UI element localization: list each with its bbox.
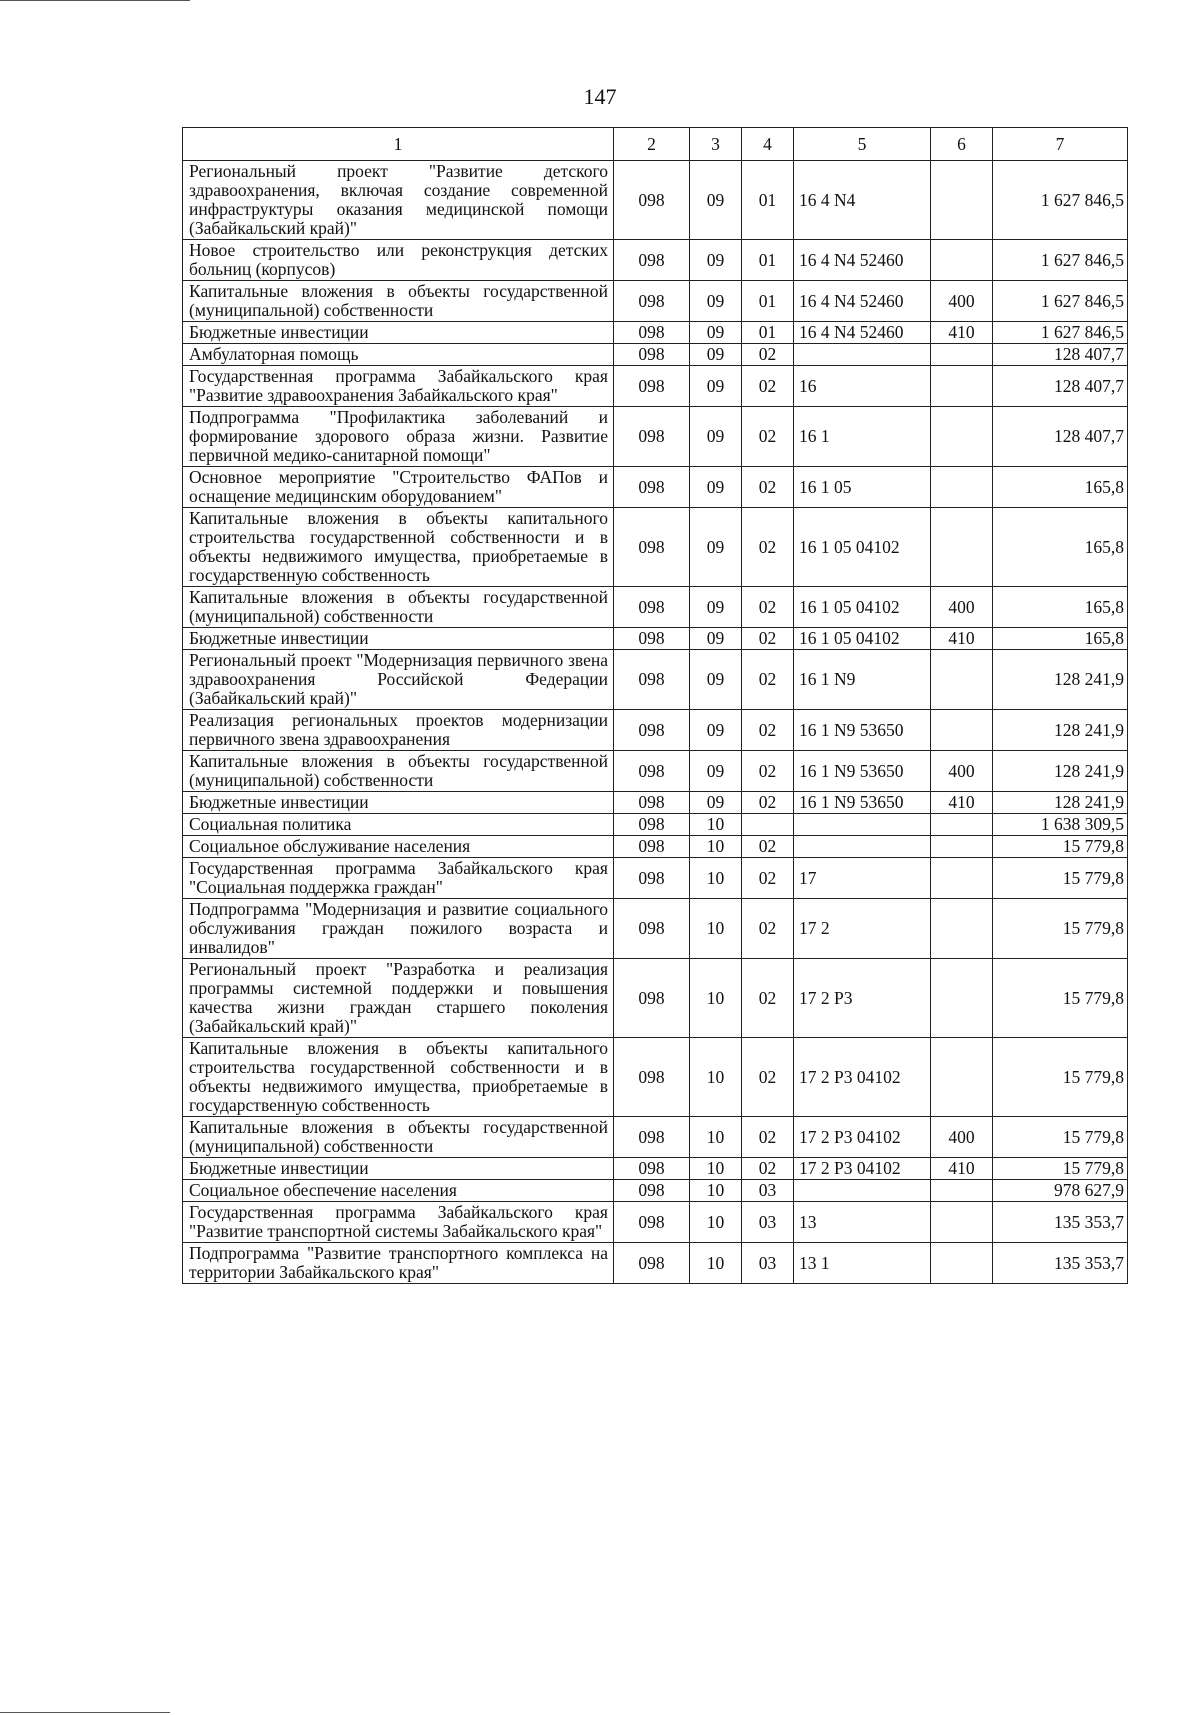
subsection-code: 02 xyxy=(742,858,794,899)
section-code: 10 xyxy=(690,814,742,836)
section-code: 10 xyxy=(690,1117,742,1158)
column-header: 2 xyxy=(614,128,690,161)
table-row xyxy=(183,628,1128,650)
target-code: 16 1 xyxy=(794,407,931,467)
table-body xyxy=(183,161,1128,1284)
section-code: 10 xyxy=(690,959,742,1038)
target-code: 17 2 xyxy=(794,899,931,959)
table-row xyxy=(183,1243,1128,1284)
row-name: Государственная программа Забайкальского края "Социальная поддержка граждан" xyxy=(183,858,614,899)
admin-code: 098 xyxy=(614,344,690,366)
table-row xyxy=(183,650,1128,710)
amount: 128 241,9 xyxy=(993,792,1128,814)
table-row xyxy=(183,1117,1128,1158)
table-row xyxy=(183,344,1128,366)
row-name: Капитальные вложения в объекты государственной (муниципальной) собственности xyxy=(183,281,614,322)
section-code: 09 xyxy=(690,240,742,281)
table-row xyxy=(183,858,1128,899)
expense-type-code xyxy=(931,814,993,836)
amount: 1 638 309,5 xyxy=(993,814,1128,836)
subsection-code: 02 xyxy=(742,344,794,366)
section-code: 10 xyxy=(690,1180,742,1202)
column-header: 7 xyxy=(993,128,1128,161)
amount: 135 353,7 xyxy=(993,1202,1128,1243)
target-code: 17 2 P3 04102 xyxy=(794,1117,931,1158)
subsection-code: 03 xyxy=(742,1243,794,1284)
admin-code: 098 xyxy=(614,281,690,322)
expense-type-code: 410 xyxy=(931,628,993,650)
section-code: 09 xyxy=(690,508,742,587)
amount: 128 241,9 xyxy=(993,650,1128,710)
admin-code: 098 xyxy=(614,407,690,467)
section-code: 09 xyxy=(690,366,742,407)
admin-code: 098 xyxy=(614,628,690,650)
expense-type-code xyxy=(931,1038,993,1117)
subsection-code: 02 xyxy=(742,836,794,858)
target-code: 16 1 N9 53650 xyxy=(794,792,931,814)
table-header-row xyxy=(183,128,1128,161)
table-row xyxy=(183,240,1128,281)
section-code: 09 xyxy=(690,161,742,240)
target-code: 16 1 05 04102 xyxy=(794,628,931,650)
admin-code: 098 xyxy=(614,1243,690,1284)
table-row xyxy=(183,467,1128,508)
table-row xyxy=(183,281,1128,322)
row-name: Социальная политика xyxy=(183,814,614,836)
admin-code: 098 xyxy=(614,858,690,899)
table-row xyxy=(183,322,1128,344)
subsection-code: 02 xyxy=(742,899,794,959)
expense-type-code: 400 xyxy=(931,281,993,322)
expense-type-code xyxy=(931,710,993,751)
target-code: 16 4 N4 52460 xyxy=(794,322,931,344)
amount: 135 353,7 xyxy=(993,1243,1128,1284)
table-row xyxy=(183,1180,1128,1202)
admin-code: 098 xyxy=(614,1202,690,1243)
row-name: Социальное обслуживание населения xyxy=(183,836,614,858)
amount: 15 779,8 xyxy=(993,959,1128,1038)
expense-type-code xyxy=(931,650,993,710)
target-code: 16 4 N4 xyxy=(794,161,931,240)
amount: 15 779,8 xyxy=(993,899,1128,959)
subsection-code: 02 xyxy=(742,650,794,710)
section-code: 10 xyxy=(690,899,742,959)
table-row xyxy=(183,751,1128,792)
admin-code: 098 xyxy=(614,467,690,508)
section-code: 09 xyxy=(690,628,742,650)
row-name: Реализация региональных проектов модернизации первичного звена здравоохранения xyxy=(183,710,614,751)
row-name: Капитальные вложения в объекты капитального строительства государственной собственности и в объекты недвижимого имущества, приобретаемые в государственную собственность xyxy=(183,1038,614,1117)
amount: 1 627 846,5 xyxy=(993,240,1128,281)
table-row xyxy=(183,508,1128,587)
subsection-code: 02 xyxy=(742,407,794,467)
expense-type-code: 410 xyxy=(931,322,993,344)
amount: 128 241,9 xyxy=(993,710,1128,751)
admin-code: 098 xyxy=(614,1038,690,1117)
scan-artifact-line xyxy=(0,0,190,1)
amount: 1 627 846,5 xyxy=(993,322,1128,344)
expense-type-code xyxy=(931,344,993,366)
column-header: 6 xyxy=(931,128,993,161)
admin-code: 098 xyxy=(614,899,690,959)
row-name: Социальное обеспечение населения xyxy=(183,1180,614,1202)
subsection-code: 02 xyxy=(742,959,794,1038)
expense-type-code xyxy=(931,240,993,281)
expense-type-code: 410 xyxy=(931,1158,993,1180)
section-code: 10 xyxy=(690,1202,742,1243)
amount: 15 779,8 xyxy=(993,1158,1128,1180)
table-row xyxy=(183,1202,1128,1243)
expense-type-code xyxy=(931,899,993,959)
table-row xyxy=(183,710,1128,751)
section-code: 09 xyxy=(690,407,742,467)
target-code: 17 2 P3 04102 xyxy=(794,1038,931,1117)
admin-code: 098 xyxy=(614,322,690,344)
target-code: 13 1 xyxy=(794,1243,931,1284)
target-code: 16 1 05 xyxy=(794,467,931,508)
target-code: 17 xyxy=(794,858,931,899)
admin-code: 098 xyxy=(614,1117,690,1158)
admin-code: 098 xyxy=(614,366,690,407)
section-code: 10 xyxy=(690,1158,742,1180)
section-code: 09 xyxy=(690,792,742,814)
row-name: Подпрограмма "Развитие транспортного комплекса на территории Забайкальского края" xyxy=(183,1243,614,1284)
admin-code: 098 xyxy=(614,792,690,814)
amount: 15 779,8 xyxy=(993,858,1128,899)
expense-type-code xyxy=(931,1180,993,1202)
expense-type-code xyxy=(931,407,993,467)
row-name: Подпрограмма "Модернизация и развитие социального обслуживания граждан пожилого возраста и инвалидов" xyxy=(183,899,614,959)
target-code: 16 1 N9 53650 xyxy=(794,751,931,792)
subsection-code: 01 xyxy=(742,161,794,240)
expense-type-code: 400 xyxy=(931,751,993,792)
target-code xyxy=(794,344,931,366)
table-row xyxy=(183,814,1128,836)
expense-type-code xyxy=(931,161,993,240)
table-row xyxy=(183,1038,1128,1117)
amount: 128 407,7 xyxy=(993,344,1128,366)
table-row xyxy=(183,899,1128,959)
target-code: 17 2 P3 04102 xyxy=(794,1158,931,1180)
row-name: Новое строительство или реконструкция детских больниц (корпусов) xyxy=(183,240,614,281)
amount: 128 407,7 xyxy=(993,407,1128,467)
column-header: 4 xyxy=(742,128,794,161)
amount: 165,8 xyxy=(993,587,1128,628)
admin-code: 098 xyxy=(614,751,690,792)
expense-type-code xyxy=(931,858,993,899)
column-header: 5 xyxy=(794,128,931,161)
admin-code: 098 xyxy=(614,814,690,836)
subsection-code: 03 xyxy=(742,1202,794,1243)
subsection-code: 02 xyxy=(742,366,794,407)
section-code: 09 xyxy=(690,587,742,628)
row-name: Капитальные вложения в объекты государственной (муниципальной) собственности xyxy=(183,587,614,628)
column-header: 1 xyxy=(183,128,614,161)
section-code: 10 xyxy=(690,836,742,858)
amount: 1 627 846,5 xyxy=(993,281,1128,322)
subsection-code: 02 xyxy=(742,587,794,628)
page-number: 147 xyxy=(583,84,617,109)
table-row xyxy=(183,366,1128,407)
section-code: 09 xyxy=(690,751,742,792)
admin-code: 098 xyxy=(614,1158,690,1180)
amount: 15 779,8 xyxy=(993,836,1128,858)
amount: 128 407,7 xyxy=(993,366,1128,407)
target-code: 16 4 N4 52460 xyxy=(794,281,931,322)
section-code: 09 xyxy=(690,650,742,710)
section-code: 09 xyxy=(690,344,742,366)
target-code: 16 1 05 04102 xyxy=(794,508,931,587)
target-code: 16 xyxy=(794,366,931,407)
row-name: Амбулаторная помощь xyxy=(183,344,614,366)
section-code: 10 xyxy=(690,1038,742,1117)
admin-code: 098 xyxy=(614,836,690,858)
expense-type-code xyxy=(931,467,993,508)
expense-type-code xyxy=(931,366,993,407)
subsection-code: 02 xyxy=(742,628,794,650)
subsection-code: 03 xyxy=(742,1180,794,1202)
subsection-code xyxy=(742,814,794,836)
amount: 15 779,8 xyxy=(993,1117,1128,1158)
amount: 1 627 846,5 xyxy=(993,161,1128,240)
section-code: 09 xyxy=(690,322,742,344)
expense-type-code: 400 xyxy=(931,1117,993,1158)
row-name: Региональный проект "Модернизация первичного звена здравоохранения Российской Федерации (Забайкальский край)" xyxy=(183,650,614,710)
expense-type-code xyxy=(931,508,993,587)
subsection-code: 02 xyxy=(742,751,794,792)
target-code xyxy=(794,1180,931,1202)
expense-type-code xyxy=(931,959,993,1038)
subsection-code: 02 xyxy=(742,1117,794,1158)
row-name: Региональный проект "Развитие детского здравоохранения, включая создание современной инфраструктуры оказания медицинской помощи (Забайкальский край)" xyxy=(183,161,614,240)
row-name: Основное мероприятие "Строительство ФАПов и оснащение медицинским оборудованием" xyxy=(183,467,614,508)
subsection-code: 02 xyxy=(742,792,794,814)
subsection-code: 02 xyxy=(742,1038,794,1117)
table-row xyxy=(183,792,1128,814)
amount: 978 627,9 xyxy=(993,1180,1128,1202)
section-code: 09 xyxy=(690,710,742,751)
subsection-code: 01 xyxy=(742,240,794,281)
admin-code: 098 xyxy=(614,710,690,751)
scan-artifact-line xyxy=(0,1712,170,1713)
table-row xyxy=(183,161,1128,240)
row-name: Бюджетные инвестиции xyxy=(183,792,614,814)
row-name: Подпрограмма "Профилактика заболеваний и формирование здорового образа жизни. Развитие первичной медико-санитарной помощи" xyxy=(183,407,614,467)
admin-code: 098 xyxy=(614,161,690,240)
subsection-code: 02 xyxy=(742,508,794,587)
section-code: 10 xyxy=(690,858,742,899)
target-code: 13 xyxy=(794,1202,931,1243)
admin-code: 098 xyxy=(614,650,690,710)
amount: 165,8 xyxy=(993,467,1128,508)
subsection-code: 01 xyxy=(742,281,794,322)
expense-type-code xyxy=(931,1243,993,1284)
row-name: Капитальные вложения в объекты государственной (муниципальной) собственности xyxy=(183,751,614,792)
target-code: 16 1 N9 53650 xyxy=(794,710,931,751)
column-header: 3 xyxy=(690,128,742,161)
target-code: 16 1 05 04102 xyxy=(794,587,931,628)
subsection-code: 01 xyxy=(742,322,794,344)
subsection-code: 02 xyxy=(742,710,794,751)
target-code: 17 2 P3 xyxy=(794,959,931,1038)
amount: 128 241,9 xyxy=(993,751,1128,792)
table-row xyxy=(183,836,1128,858)
row-name: Государственная программа Забайкальского края "Развитие транспортной системы Забайкальского края" xyxy=(183,1202,614,1243)
target-code xyxy=(794,814,931,836)
target-code: 16 4 N4 52460 xyxy=(794,240,931,281)
table-row xyxy=(183,959,1128,1038)
section-code: 10 xyxy=(690,1243,742,1284)
expense-type-code xyxy=(931,1202,993,1243)
target-code: 16 1 N9 xyxy=(794,650,931,710)
row-name: Капитальные вложения в объекты капитального строительства государственной собственности и в объекты недвижимого имущества, приобретаемые в государственную собственность xyxy=(183,508,614,587)
admin-code: 098 xyxy=(614,587,690,628)
table-row xyxy=(183,407,1128,467)
table-row xyxy=(183,1158,1128,1180)
expense-type-code: 410 xyxy=(931,792,993,814)
section-code: 09 xyxy=(690,467,742,508)
table-row xyxy=(183,587,1128,628)
admin-code: 098 xyxy=(614,240,690,281)
row-name: Бюджетные инвестиции xyxy=(183,1158,614,1180)
admin-code: 098 xyxy=(614,1180,690,1202)
row-name: Государственная программа Забайкальского края "Развитие здравоохранения Забайкальского края" xyxy=(183,366,614,407)
admin-code: 098 xyxy=(614,959,690,1038)
row-name: Бюджетные инвестиции xyxy=(183,628,614,650)
row-name: Региональный проект "Разработка и реализация программы системной поддержки и повышения качества жизни граждан старшего поколения (Забайкальский край)" xyxy=(183,959,614,1038)
row-name: Капитальные вложения в объекты государственной (муниципальной) собственности xyxy=(183,1117,614,1158)
amount: 165,8 xyxy=(993,628,1128,650)
amount: 165,8 xyxy=(993,508,1128,587)
amount: 15 779,8 xyxy=(993,1038,1128,1117)
subsection-code: 02 xyxy=(742,467,794,508)
expense-type-code xyxy=(931,836,993,858)
admin-code: 098 xyxy=(614,508,690,587)
subsection-code: 02 xyxy=(742,1158,794,1180)
budget-table xyxy=(182,127,1128,1284)
target-code xyxy=(794,836,931,858)
expense-type-code: 400 xyxy=(931,587,993,628)
row-name: Бюджетные инвестиции xyxy=(183,322,614,344)
section-code: 09 xyxy=(690,281,742,322)
